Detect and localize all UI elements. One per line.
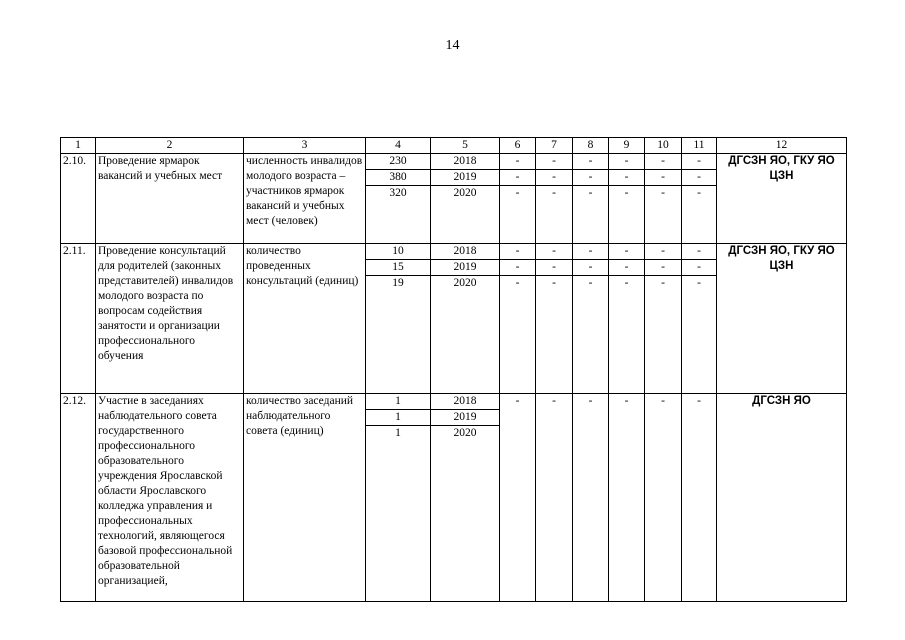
funding-cell xyxy=(609,244,645,394)
funding-cell xyxy=(645,154,682,244)
funding-cell xyxy=(609,154,645,244)
years-cell xyxy=(431,394,500,602)
header-cell: 5 xyxy=(431,138,500,154)
funding-cell xyxy=(573,244,609,394)
header-row xyxy=(61,138,847,154)
funding-value: - xyxy=(515,395,520,407)
header-cell: 12 xyxy=(717,138,847,154)
funding-value: - xyxy=(644,154,682,170)
funding-value: - xyxy=(499,154,536,170)
value: 380 xyxy=(365,170,431,186)
funding-value: - xyxy=(552,395,556,407)
funding-cell xyxy=(536,244,573,394)
funding-cell xyxy=(682,394,717,602)
header-cell: 4 xyxy=(366,138,431,154)
value: 19 xyxy=(392,277,404,289)
funding-value: - xyxy=(644,260,682,276)
header-cell: 10 xyxy=(645,138,682,154)
header-cell: 9 xyxy=(609,138,645,154)
values-cell xyxy=(366,244,431,394)
funding-value: - xyxy=(608,170,645,186)
year: 2020 xyxy=(453,277,477,289)
years-cell xyxy=(431,244,500,394)
value: 1 xyxy=(365,410,431,426)
year: 2019 xyxy=(430,260,500,276)
year: 2020 xyxy=(453,187,477,199)
funding-cell xyxy=(536,394,573,602)
funding-cell xyxy=(573,394,609,602)
value: 320 xyxy=(389,187,407,199)
activity-cell: Проведение ярмарок вакансий и учебных мест xyxy=(96,154,244,244)
indicator-cell: численность инвалидов молодого возраста – участников ярмарок вакансий и учебных мест (человек) xyxy=(244,154,366,244)
funding-value: - xyxy=(681,154,717,170)
funding-value: - xyxy=(552,277,556,289)
year: 2020 xyxy=(453,427,477,439)
funding-cell xyxy=(500,394,536,602)
plan-table xyxy=(60,137,847,602)
funding-value: - xyxy=(608,154,645,170)
funding-value: - xyxy=(681,244,717,260)
year: 2018 xyxy=(430,244,500,260)
table-row xyxy=(61,154,847,244)
funding-value: - xyxy=(661,187,665,199)
funding-value: - xyxy=(608,244,645,260)
funding-value: - xyxy=(697,187,701,199)
value: 15 xyxy=(365,260,431,276)
values-cell xyxy=(366,394,431,602)
row-number: 2.12. xyxy=(61,394,96,602)
header-cell: 8 xyxy=(573,138,609,154)
funding-value: - xyxy=(572,154,609,170)
value: 10 xyxy=(365,244,431,260)
funding-value: - xyxy=(515,187,520,199)
funding-value: - xyxy=(624,395,629,407)
years-cell xyxy=(431,154,500,244)
funding-value: - xyxy=(535,170,573,186)
funding-value: - xyxy=(535,154,573,170)
header-cell: 2 xyxy=(96,138,244,154)
executor-cell: ДГСЗН ЯО, ГКУ ЯО ЦЗН xyxy=(717,154,847,244)
header-cell: 7 xyxy=(536,138,573,154)
funding-value: - xyxy=(515,277,520,289)
funding-cell xyxy=(609,394,645,602)
indicator-cell: количество заседаний наблюдательного совета (единиц) xyxy=(244,394,366,602)
value: 1 xyxy=(395,427,401,439)
funding-value: - xyxy=(572,170,609,186)
header-cell: 6 xyxy=(500,138,536,154)
funding-value: - xyxy=(681,260,717,276)
funding-cell xyxy=(500,154,536,244)
funding-value: - xyxy=(572,260,609,276)
funding-cell xyxy=(645,394,682,602)
funding-value: - xyxy=(644,170,682,186)
activity-cell: Участие в заседаниях наблюдательного совета государственного профессионального образовательного учреждения Ярославской области Ярославского колледжа управления и профессиональных технологий, являющегося базовой профессиональной образовательной организацией, xyxy=(96,394,244,602)
year: 2019 xyxy=(430,410,500,426)
funding-value: - xyxy=(624,187,629,199)
row-number: 2.10. xyxy=(61,154,96,244)
funding-value: - xyxy=(661,395,665,407)
funding-value: - xyxy=(552,187,556,199)
funding-value: - xyxy=(535,244,573,260)
executor-cell: ДГСЗН ЯО, ГКУ ЯО ЦЗН xyxy=(717,244,847,394)
funding-value: - xyxy=(624,277,629,289)
funding-cell xyxy=(500,244,536,394)
funding-value: - xyxy=(588,395,593,407)
year: 2019 xyxy=(430,170,500,186)
funding-value: - xyxy=(588,187,593,199)
funding-value: - xyxy=(499,260,536,276)
funding-value: - xyxy=(608,260,645,276)
values-cell xyxy=(366,154,431,244)
funding-cell xyxy=(536,154,573,244)
header-cell: 11 xyxy=(682,138,717,154)
funding-value: - xyxy=(535,260,573,276)
indicator-cell: количество проведенных консультаций (единиц) xyxy=(244,244,366,394)
funding-value: - xyxy=(499,170,536,186)
activity-cell: Проведение консультаций для родителей (законных представителей) инвалидов молодого возраста по вопросам содействия занятости и организации профессионального обучения xyxy=(96,244,244,394)
row-number: 2.11. xyxy=(61,244,96,394)
funding-cell xyxy=(682,154,717,244)
funding-cell xyxy=(682,244,717,394)
funding-value: - xyxy=(572,244,609,260)
executor-cell: ДГСЗН ЯО xyxy=(717,394,847,602)
funding-cell xyxy=(645,244,682,394)
table-row xyxy=(61,394,847,602)
table-row xyxy=(61,244,847,394)
year: 2018 xyxy=(430,154,500,170)
page-number: 14 xyxy=(445,38,460,53)
header-cell: 3 xyxy=(244,138,366,154)
funding-value: - xyxy=(499,244,536,260)
funding-value: - xyxy=(661,277,665,289)
year: 2018 xyxy=(430,394,500,410)
header-cell: 1 xyxy=(61,138,96,154)
funding-value: - xyxy=(697,277,701,289)
funding-value: - xyxy=(588,277,593,289)
value: 230 xyxy=(365,154,431,170)
value: 1 xyxy=(365,394,431,410)
funding-value: - xyxy=(681,170,717,186)
funding-cell xyxy=(573,154,609,244)
funding-value: - xyxy=(644,244,682,260)
funding-value: - xyxy=(697,395,701,407)
